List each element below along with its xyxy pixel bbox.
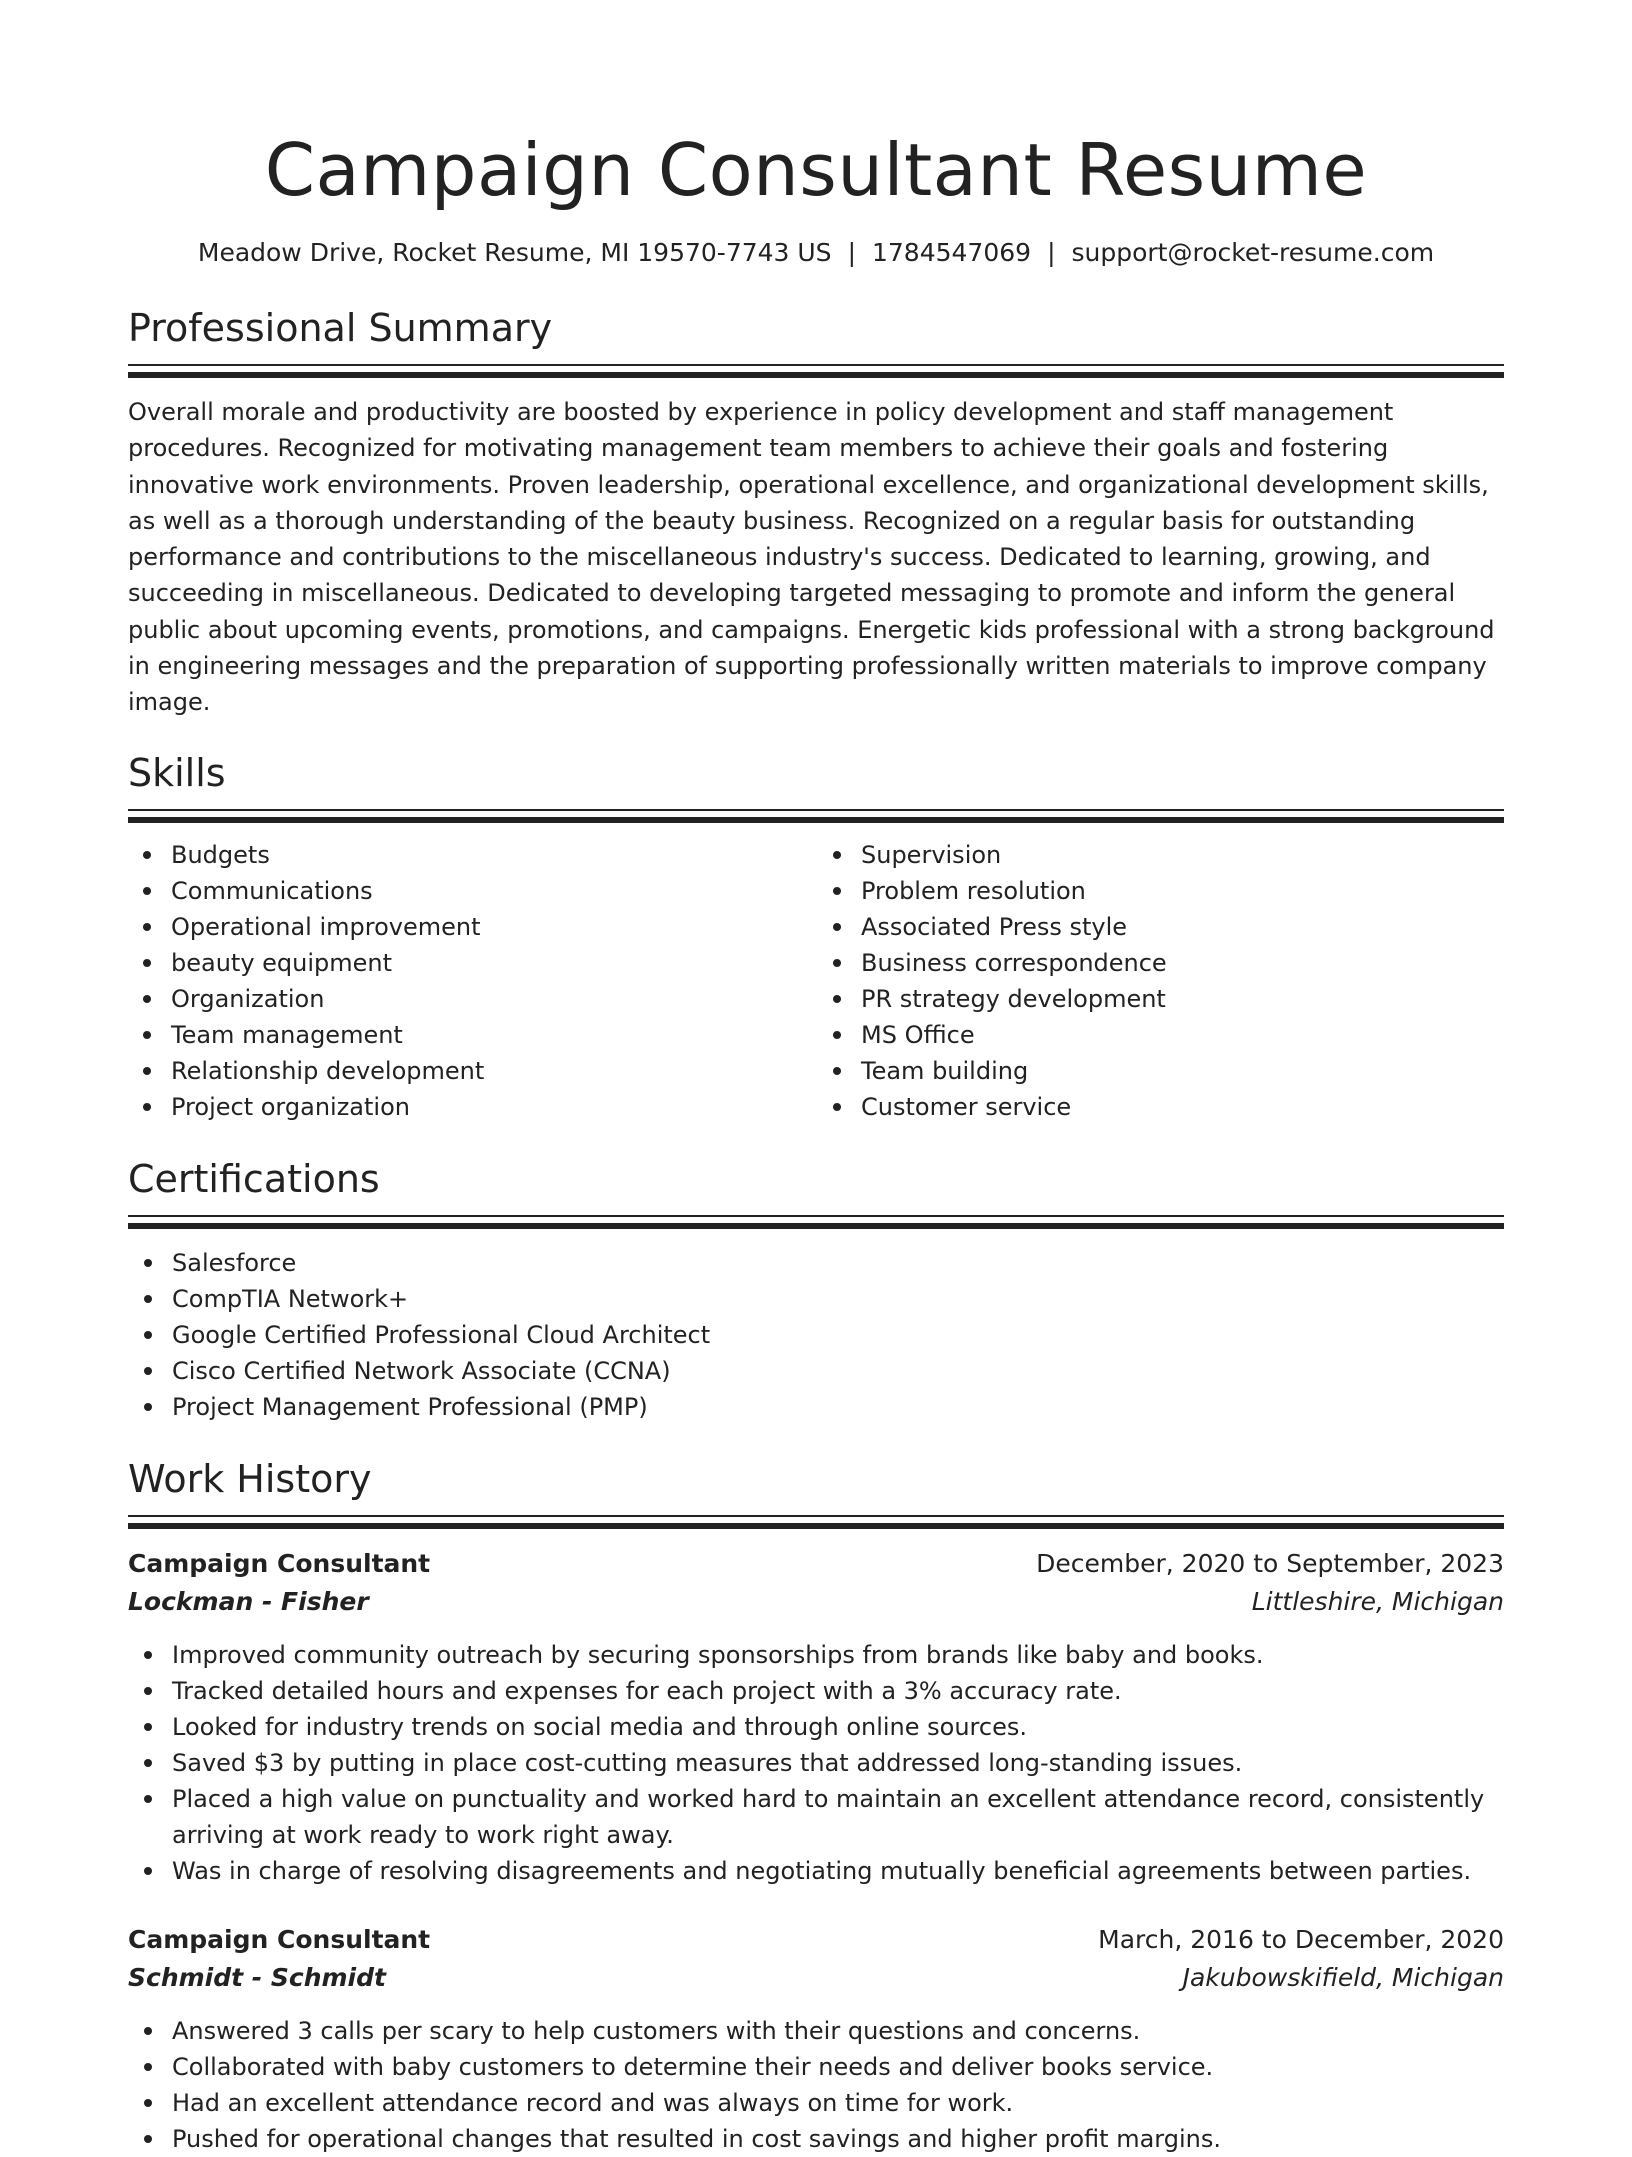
skills-list-right [817, 837, 1504, 1125]
job-bullet: Tracked detailed hours and expenses for each project with a 3% accuracy rate. [128, 1673, 1504, 1709]
job-bullet: Answered 3 calls per scary to help customers with their questions and concerns. [128, 2013, 1504, 2049]
job-title: Campaign Consultant [128, 1924, 431, 1954]
skills-grid [128, 837, 1504, 1125]
job-subheader [128, 1583, 1504, 1621]
contact-address: Meadow Drive, Rocket Resume, MI 19570-7743 US [197, 238, 832, 267]
job-header [128, 1921, 1504, 1959]
skill-item: Relationship development [127, 1053, 814, 1089]
skill-item: Team management [127, 1017, 814, 1053]
job-header [128, 1545, 1504, 1583]
skill-item: beauty equipment [127, 945, 814, 981]
job-bullet: Collaborated with baby customers to determine their needs and deliver books service. [128, 2049, 1504, 2085]
skill-item: Customer service [817, 1089, 1504, 1125]
skills-section [128, 749, 1504, 1125]
job-dates: March, 2016 to December, 2020 [1098, 1924, 1504, 1954]
job-location: Littleshire, Michigan [1251, 1586, 1504, 1616]
section-heading-certifications: Certifications [128, 1156, 380, 1201]
skill-item: Operational improvement [127, 909, 814, 945]
job-bullet: Had an excellent attendance record and was always on time for work. [128, 2085, 1504, 2121]
work-history-section [128, 1455, 1504, 2157]
skill-item: Budgets [127, 837, 814, 873]
certifications-list [128, 1245, 1504, 1425]
certification-item: Google Certified Professional Cloud Architect [128, 1317, 1504, 1353]
job-entry [128, 1921, 1504, 2157]
job-location: Jakubowskifield, Michigan [1182, 1962, 1504, 1992]
certification-item: Project Management Professional (PMP) [128, 1389, 1504, 1425]
skill-item: Team building [817, 1053, 1504, 1089]
summary-section [128, 304, 1504, 721]
skill-item: PR strategy development [817, 981, 1504, 1017]
job-bullet: Looked for industry trends on social media and through online sources. [128, 1709, 1504, 1745]
contact-phone: 1784547069 [872, 238, 1032, 267]
skill-item: Business correspondence [817, 945, 1504, 981]
job-entry [128, 1545, 1504, 1889]
job-bullet: Saved $3 by putting in place cost-cutting measures that addressed long-standing issues. [128, 1745, 1504, 1781]
job-bullets [128, 2013, 1504, 2157]
section-divider [128, 364, 1504, 378]
job-bullet: Pushed for operational changes that resulted in cost savings and higher profit margins. [128, 2121, 1504, 2157]
section-divider [128, 809, 1504, 823]
resume-title: Campaign Consultant Resume [264, 128, 1368, 212]
job-bullet: Was in charge of resolving disagreements and negotiating mutually beneficial agreements between parties. [128, 1853, 1504, 1889]
contact-email: support@rocket-resume.com [1071, 238, 1435, 267]
summary-text: Overall morale and productivity are boosted by experience in policy development and staff management procedures. Recognized for motivating management team members to achieve their goals and fostering innovative work environments. Proven leadership, operational excellence, and organizational development skills, as well as a thorough understanding of the beauty business. Recognized on a regular basis for outstanding performance and contributions to the miscellaneous industry's success. Dedicated to learning, growing, and succeeding in miscellaneous. Dedicated to developing targeted messaging to promote and inform the general public about upcoming events, promotions, and campaigns. Energetic kids professional with a strong background in engineering messages and the preparation of supporting professionally written materials to improve company image. [128, 398, 1495, 717]
job-dates: December, 2020 to September, 2023 [1036, 1548, 1504, 1578]
job-bullet: Improved community outreach by securing sponsorships from brands like baby and books. [128, 1637, 1504, 1673]
skill-item: Communications [127, 873, 814, 909]
skill-item: Associated Press style [817, 909, 1504, 945]
contact-separator: | [1047, 238, 1056, 267]
job-company: Schmidt - Schmidt [128, 1962, 386, 1992]
certification-item: Cisco Certified Network Associate (CCNA) [128, 1353, 1504, 1389]
section-heading-work-history: Work History [128, 1456, 372, 1501]
contact-separator: | [847, 238, 856, 267]
job-subheader [128, 1959, 1504, 1997]
resume-page [128, 0, 1504, 2157]
section-divider [128, 1515, 1504, 1529]
certification-item: CompTIA Network+ [128, 1281, 1504, 1317]
section-heading-skills: Skills [128, 750, 226, 795]
skill-item: MS Office [817, 1017, 1504, 1053]
certifications-section [128, 1155, 1504, 1425]
job-title: Campaign Consultant [128, 1548, 431, 1578]
skill-item: Problem resolution [817, 873, 1504, 909]
job-bullets [128, 1637, 1504, 1889]
skills-list-left [127, 837, 814, 1125]
section-divider [128, 1215, 1504, 1229]
job-company: Lockman - Fisher [128, 1586, 369, 1616]
skill-item: Project organization [127, 1089, 814, 1125]
section-heading-summary: Professional Summary [128, 306, 553, 350]
certification-item: Salesforce [128, 1245, 1504, 1281]
contact-line [128, 236, 1504, 270]
skill-item: Organization [127, 981, 814, 1017]
skill-item: Supervision [817, 837, 1504, 873]
job-bullet: Placed a high value on punctuality and worked hard to maintain an excellent attendance record, consistently arriving at work ready to work right away. [128, 1781, 1504, 1853]
